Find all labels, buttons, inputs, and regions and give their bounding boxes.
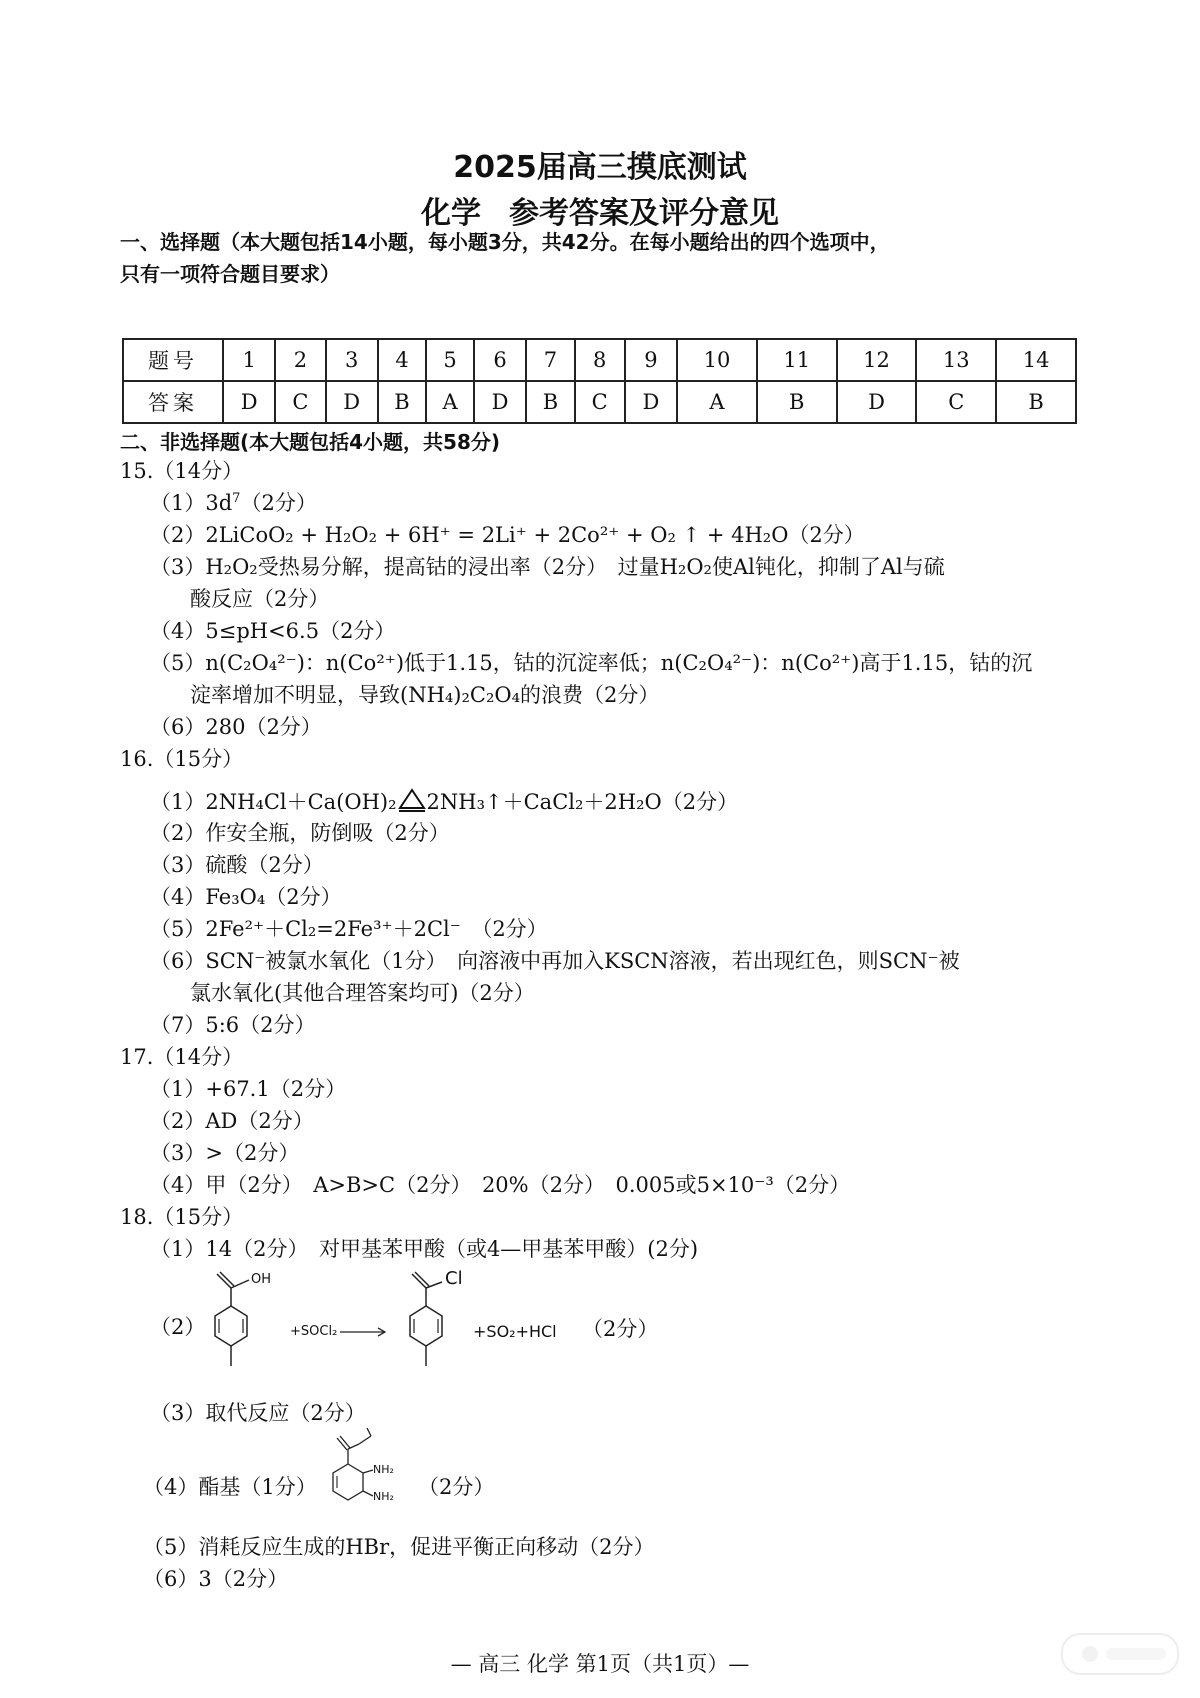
q15-answer-3: （3）H₂O₂受热易分解，提高钴的浸出率（2分） 过量H₂O₂使Al钝化，抑制了Al与硫 [150, 555, 945, 579]
q15-answer-3-cont: 酸反应（2分） [190, 587, 330, 611]
table-cell: 11 [757, 339, 837, 381]
q15-answer-5: （5）n(C₂O₄²⁻)：n(Co²⁺)低于1.15，钴的沉淀率低；n(C₂O₄²⁻)：n(Co²⁺)高于1.15，钴的沉 [150, 651, 1033, 675]
q18-answer-1: （1）14（2分） 对甲基苯甲酸（或4—甲基苯甲酸）(2分) [150, 1237, 699, 1261]
q17-answer-4: （4）甲（2分） A>B>C（2分） 20%（2分） 0.005或5×10⁻³（2分） [150, 1173, 851, 1197]
table-cell: B [378, 381, 426, 423]
page-footer: — 高三 化学 第1页（共1页）— [450, 1652, 750, 1676]
table-cell: 5 [426, 339, 474, 381]
table-cell: 8 [575, 339, 625, 381]
nh2-label-1: NH₂ [373, 1463, 394, 1476]
table-row-numbers [123, 339, 1076, 381]
q18-heading: 18.（15分） [120, 1205, 244, 1229]
table-cell: C [575, 381, 625, 423]
q18-answer-2-score: （2分） [582, 1317, 659, 1341]
q16-heading: 16.（15分） [120, 747, 244, 771]
table-cell: D [326, 381, 378, 423]
table-cell: 12 [837, 339, 917, 381]
table-cell: B [996, 381, 1076, 423]
q16-answer-6: （6）SCN⁻被氯水氧化（1分） 向溶液中再加入KSCN溶液，若出现红色，则SCN⁻被 [150, 949, 960, 973]
table-cell: A [426, 381, 474, 423]
q15-answer-1: $(1)3d^7(2$分） [150, 491, 317, 515]
answer-table [122, 338, 1077, 424]
table-cell: C [916, 381, 996, 423]
table-cell: D [223, 381, 275, 423]
page-title: 2025届高三摸底测试 [453, 150, 747, 185]
table-row-answers [123, 381, 1076, 423]
subject-label: 化学 [421, 196, 481, 231]
q16-answer-3: （3）硫酸（2分） [150, 853, 324, 877]
table-cell: 1 [223, 339, 275, 381]
table-cell: D [625, 381, 677, 423]
section1-heading-line1: 一、选择题（本大题包括14小题，每小题3分，共42分。在每小题给出的四个选项中， [120, 230, 890, 254]
q16-answer-2: （2）作安全瓶，防倒吸（2分） [150, 821, 450, 845]
table-cell: 14 [996, 339, 1076, 381]
q18-answer-4-label: （4）酯基（1分） [143, 1475, 317, 1499]
q15-heading: 15.（14分） [120, 459, 244, 483]
cl-label: Cl [445, 1268, 463, 1289]
q15-answer-5-cont: 淀率增加不明显，导致(NH₄)₂C₂O₄的浪费（2分） [190, 683, 660, 707]
q17-answer-3: （3）>（2分） [150, 1141, 300, 1165]
reagent-label: +SOCl₂ [290, 1324, 338, 1339]
q15-answer-4: （4）5≤pH<6.5（2分） [150, 619, 396, 643]
table-header-answer: 答案 [123, 381, 223, 423]
q18-answer-4-score: （2分） [418, 1475, 495, 1499]
table-cell: 13 [916, 339, 996, 381]
q18-answer-3: （3）取代反应（2分） [150, 1401, 366, 1425]
table-cell: D [474, 381, 526, 423]
table-cell: 3 [326, 339, 378, 381]
q15-answer-2: （2）2LiCoO₂ + H₂O₂ + 6H⁺ = 2Li⁺ + 2Co²⁺ + O₂ ↑ + 4H₂O（2分） [150, 523, 865, 547]
table-cell: C [275, 381, 325, 423]
heat-triangle-icon [397, 786, 427, 812]
watermark-logo [1060, 1632, 1180, 1676]
q16-answer-5: （5）2Fe²⁺＋Cl₂=2Fe³⁺＋2Cl⁻ （2分） [150, 917, 548, 941]
table-cell: 2 [275, 339, 325, 381]
table-cell: B [526, 381, 574, 423]
q17-answer-1: （1）+67.1（2分） [150, 1077, 347, 1101]
table-cell: 9 [625, 339, 677, 381]
q16-answer-4: （4）Fe₃O₄（2分） [150, 885, 342, 909]
nh2-label-2: NH₂ [373, 1490, 394, 1503]
q15-answer-6: （6）280（2分） [150, 715, 322, 739]
reaction-arrow-icon [340, 1326, 390, 1338]
table-cell: D [837, 381, 917, 423]
table-cell: A [677, 381, 757, 423]
q18-answer-6: （6）3（2分） [143, 1567, 289, 1591]
q16-answer-6-cont: 氯水氧化(其他合理答案均可)（2分） [190, 981, 535, 1005]
methylbenzoic-acid-structure [205, 1270, 285, 1385]
q16-answer-1: （1）2NH₄Cl＋Ca(OH)₂ 2NH₃↑＋CaCl₂＋2H₂O（2分） [150, 786, 738, 817]
section2-heading: 二、非选择题(本大题包括4小题，共58分) [120, 430, 501, 454]
q17-answer-2: （2）AD（2分） [150, 1109, 314, 1133]
section1-heading-line2: 只有一项符合题目要求） [120, 262, 340, 286]
table-cell: 4 [378, 339, 426, 381]
subtitle-label: 参考答案及评分意见 [509, 196, 779, 231]
oh-label: OH [251, 1272, 272, 1287]
table-header-number: 题号 [123, 339, 223, 381]
table-cell: 7 [526, 339, 574, 381]
q18-answer-5: （5）消耗反应生成的HBr，促进平衡正向移动（2分） [143, 1535, 655, 1559]
q18-answer-2-label: （2） [150, 1315, 206, 1339]
q16-answer-7: （7）5:6（2分） [150, 1013, 316, 1037]
table-cell: 10 [677, 339, 757, 381]
table-cell: 6 [474, 339, 526, 381]
table-cell: B [757, 381, 837, 423]
q17-heading: 17.（14分） [120, 1045, 244, 1069]
products-label: +SO₂+HCl [473, 1322, 557, 1341]
